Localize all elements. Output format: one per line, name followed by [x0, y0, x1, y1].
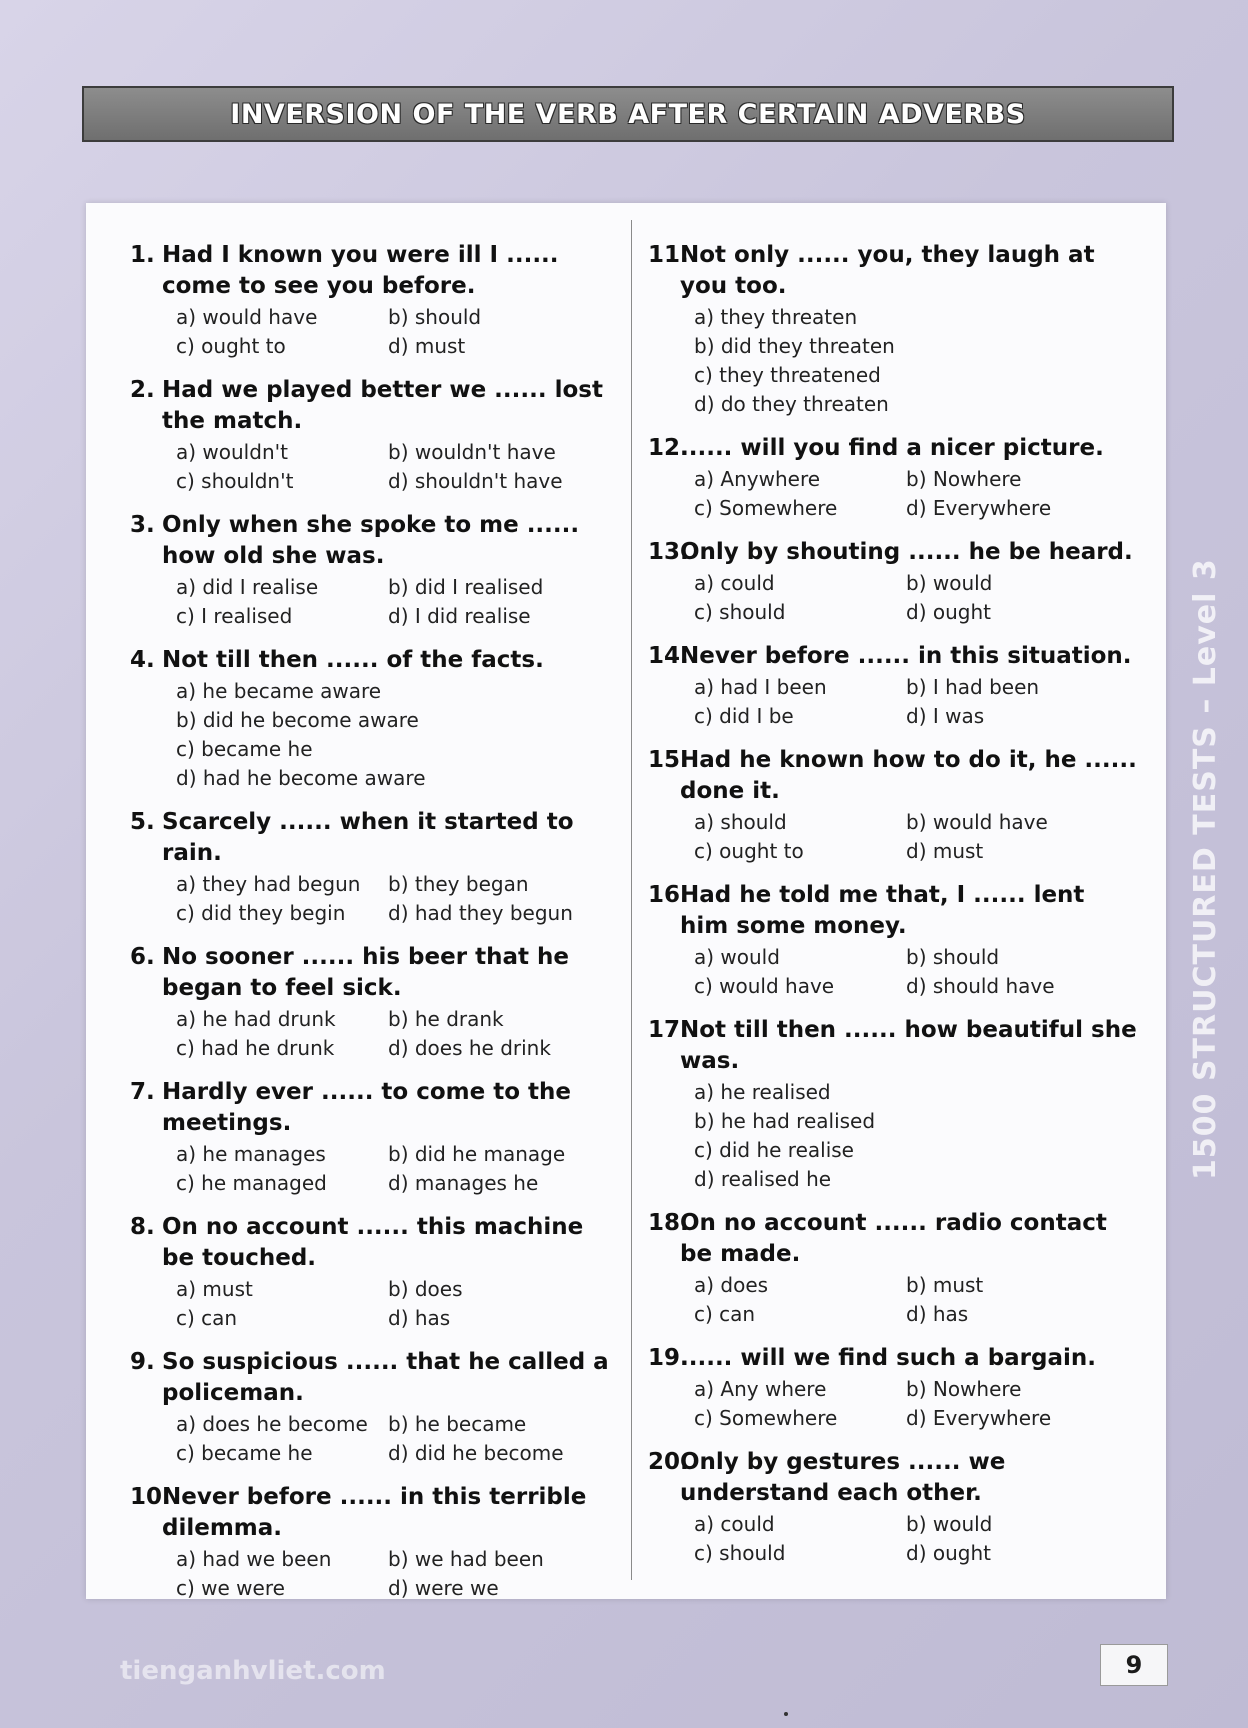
answer-options: [694, 1078, 1138, 1194]
answer-option: d) shouldn't have: [388, 469, 563, 493]
question-number: 20.: [648, 1449, 689, 1475]
question-item: [648, 433, 1138, 523]
question-text: [648, 880, 1138, 942]
question-item: [648, 641, 1138, 731]
question-text: [130, 807, 620, 869]
answer-option: d) has: [906, 1302, 969, 1326]
question-stem: Hardly ever ...... to come to the meetings.: [162, 1079, 572, 1136]
answer-option: d) should have: [906, 974, 1055, 998]
answer-option: d) did he become: [388, 1441, 564, 1465]
question-text: [130, 240, 620, 302]
question-text: [648, 1343, 1138, 1374]
answer-option: c) Somewhere: [694, 496, 838, 520]
answer-option: a) does: [694, 1273, 769, 1297]
question-stem: Never before ...... in this terrible dilemma.: [162, 1484, 587, 1541]
question-item: [130, 645, 620, 793]
answer-option: c) did he realise: [694, 1138, 854, 1162]
answer-options: [176, 438, 620, 496]
question-number: 11.: [648, 242, 689, 268]
question-text: [130, 1347, 620, 1409]
answer-option: a) did I realise: [176, 575, 319, 599]
answer-option: a) should: [694, 810, 787, 834]
answer-option: b) he drank: [388, 1007, 504, 1031]
question-stem: Not till then ...... of the facts.: [162, 647, 544, 673]
answer-options: [176, 1005, 620, 1063]
answer-options: [694, 808, 1138, 866]
answer-option: c) can: [694, 1302, 756, 1326]
answer-options: [694, 1271, 1138, 1329]
question-item: [130, 807, 620, 928]
question-number: 5.: [130, 809, 155, 835]
page-number: 9: [1100, 1644, 1168, 1686]
answer-option: b) did he become aware: [176, 708, 419, 732]
answer-option: c) can: [176, 1306, 238, 1330]
question-text: [648, 745, 1138, 807]
answer-option: d) must: [906, 839, 984, 863]
answer-option: b) would: [906, 1512, 993, 1536]
answer-options: [694, 569, 1138, 627]
answer-option: c) they threatened: [694, 363, 881, 387]
answer-option: c) shouldn't: [176, 469, 294, 493]
question-text: [130, 1212, 620, 1274]
question-stem: Scarcely ...... when it started to rain.: [162, 809, 574, 866]
question-item: [130, 1482, 620, 1603]
question-number: 17.: [648, 1017, 689, 1043]
answer-option: a) had I been: [694, 675, 827, 699]
answer-option: a) would have: [176, 305, 318, 329]
answer-option: d) were we: [388, 1576, 499, 1600]
stray-dot: [784, 1712, 788, 1716]
answer-option: d) Everywhere: [906, 496, 1052, 520]
answer-option: c) I realised: [176, 604, 293, 628]
answer-option: d) realised he: [694, 1167, 832, 1191]
answer-option: c) had he drunk: [176, 1036, 335, 1060]
question-item: [130, 1212, 620, 1333]
answer-option: d) does he drink: [388, 1036, 551, 1060]
question-item: [130, 375, 620, 496]
answer-option: b) I had been: [906, 675, 1040, 699]
question-text: [648, 641, 1138, 672]
answer-option: b) would have: [906, 810, 1048, 834]
question-item: [130, 240, 620, 361]
answer-option: c) should: [694, 600, 786, 624]
answer-options: [694, 1375, 1138, 1433]
question-text: [648, 1447, 1138, 1509]
question-text: [130, 375, 620, 437]
answer-option: b) should: [388, 305, 482, 329]
question-item: [648, 240, 1138, 419]
question-stem: Had he told me that, I ...... lent him some money.: [680, 882, 1085, 939]
page-title: INVERSION OF THE VERB AFTER CERTAIN ADVERBS: [230, 98, 1026, 130]
question-item: [130, 510, 620, 631]
question-item: [648, 537, 1138, 627]
question-number: 18.: [648, 1210, 689, 1236]
answer-option: b) we had been: [388, 1547, 544, 1571]
question-number: 13.: [648, 539, 689, 565]
question-stem: ...... will we find such a bargain.: [680, 1345, 1096, 1371]
answer-option: d) had they begun: [388, 901, 573, 925]
answer-option: c) he managed: [176, 1171, 327, 1195]
question-number: 9.: [130, 1349, 155, 1375]
answer-option: d) do they threaten: [694, 392, 889, 416]
answer-option: d) I was: [906, 704, 985, 728]
question-item: [648, 745, 1138, 866]
answer-option: c) we were: [176, 1576, 285, 1600]
answer-option: c) would have: [694, 974, 835, 998]
question-item: [130, 1347, 620, 1468]
answer-option: a) does he become: [176, 1412, 368, 1436]
answer-option: b) did they threaten: [694, 334, 895, 358]
question-stem: So suspicious ...... that he called a policeman.: [162, 1349, 609, 1406]
answer-option: d) ought: [906, 600, 991, 624]
answer-option: a) would: [694, 945, 780, 969]
answer-option: b) does: [388, 1277, 463, 1301]
question-number: 10.: [130, 1484, 171, 1510]
left-column: [130, 240, 620, 1617]
question-text: [130, 1077, 620, 1139]
question-number: 3.: [130, 512, 155, 538]
question-item: [130, 942, 620, 1063]
question-stem: Not only ...... you, they laugh at you too.: [680, 242, 1095, 299]
answer-option: b) should: [906, 945, 1000, 969]
question-text: [130, 510, 620, 572]
answer-options: [694, 1510, 1138, 1568]
answer-options: [176, 1140, 620, 1198]
answer-options: [694, 465, 1138, 523]
question-number: 8.: [130, 1214, 155, 1240]
answer-option: b) must: [906, 1273, 984, 1297]
question-stem: Only when she spoke to me ...... how old she was.: [162, 512, 580, 569]
answer-option: c) Somewhere: [694, 1406, 838, 1430]
question-text: [130, 1482, 620, 1544]
question-stem: Never before ...... in this situation.: [680, 643, 1132, 669]
question-number: 12.: [648, 435, 689, 461]
answer-option: b) would: [906, 571, 993, 595]
question-text: [648, 433, 1138, 464]
section-header: [82, 86, 1174, 142]
question-stem: Had I known you were ill I ...... come to see you before.: [162, 242, 559, 299]
question-text: [130, 942, 620, 1004]
question-number: 14.: [648, 643, 689, 669]
answer-option: d) ought: [906, 1541, 991, 1565]
answer-option: c) did they begin: [176, 901, 346, 925]
answer-options: [694, 943, 1138, 1001]
question-stem: Not till then ...... how beautiful she was.: [680, 1017, 1137, 1074]
question-number: 15.: [648, 747, 689, 773]
question-stem: Only by shouting ...... he be heard.: [680, 539, 1133, 565]
question-stem: No sooner ...... his beer that he began to feel sick.: [162, 944, 569, 1001]
answer-option: d) has: [388, 1306, 451, 1330]
right-column: [648, 240, 1138, 1582]
answer-option: a) must: [176, 1277, 253, 1301]
side-series-label: 1500 STRUCTURED TESTS – Level 3: [1188, 558, 1223, 1180]
answer-option: c) became he: [176, 1441, 313, 1465]
question-item: [648, 880, 1138, 1001]
question-item: [130, 1077, 620, 1198]
answer-option: c) did I be: [694, 704, 794, 728]
answer-option: c) should: [694, 1541, 786, 1565]
answer-option: b) did he manage: [388, 1142, 566, 1166]
answer-option: a) they threaten: [694, 305, 858, 329]
answer-options: [176, 870, 620, 928]
answer-options: [176, 573, 620, 631]
question-number: 6.: [130, 944, 155, 970]
answer-option: d) I did realise: [388, 604, 531, 628]
answer-option: b) he became: [388, 1412, 527, 1436]
watermark: tienganhvliet.com: [120, 1656, 386, 1686]
question-text: [648, 1015, 1138, 1077]
question-item: [648, 1208, 1138, 1329]
answer-option: a) could: [694, 1512, 775, 1536]
question-number: 2.: [130, 377, 155, 403]
answer-option: a) had we been: [176, 1547, 332, 1571]
answer-option: a) could: [694, 571, 775, 595]
answer-option: a) he manages: [176, 1142, 326, 1166]
answer-option: b) did I realised: [388, 575, 544, 599]
answer-option: d) must: [388, 334, 466, 358]
answer-option: c) became he: [176, 737, 313, 761]
answer-option: c) ought to: [176, 334, 286, 358]
answer-option: d) manages he: [388, 1171, 539, 1195]
answer-option: a) he became aware: [176, 679, 382, 703]
answer-option: c) ought to: [694, 839, 804, 863]
question-item: [648, 1447, 1138, 1568]
answer-option: d) Everywhere: [906, 1406, 1052, 1430]
question-text: [648, 240, 1138, 302]
column-divider: [631, 220, 632, 1580]
question-number: 19.: [648, 1345, 689, 1371]
answer-options: [694, 303, 1138, 419]
question-number: 16.: [648, 882, 689, 908]
answer-option: d) had he become aware: [176, 766, 426, 790]
answer-option: b) Nowhere: [906, 1377, 1022, 1401]
answer-options: [176, 1410, 620, 1468]
question-item: [648, 1343, 1138, 1433]
answer-option: a) Anywhere: [694, 467, 821, 491]
answer-options: [176, 1545, 620, 1603]
question-number: 1.: [130, 242, 155, 268]
answer-option: b) Nowhere: [906, 467, 1022, 491]
answer-options: [176, 677, 620, 793]
question-stem: On no account ...... this machine be touched.: [162, 1214, 584, 1271]
question-number: 7.: [130, 1079, 155, 1105]
question-stem: Only by gestures ...... we understand each other.: [680, 1449, 1006, 1506]
answer-option: a) wouldn't: [176, 440, 288, 464]
answer-option: a) he realised: [694, 1080, 831, 1104]
answer-option: a) he had drunk: [176, 1007, 336, 1031]
question-text: [648, 537, 1138, 568]
question-stem: ...... will you find a nicer picture.: [680, 435, 1104, 461]
answer-options: [694, 673, 1138, 731]
question-stem: On no account ...... radio contact be made.: [680, 1210, 1107, 1267]
answer-option: a) they had begun: [176, 872, 361, 896]
answer-option: b) wouldn't have: [388, 440, 556, 464]
answer-option: b) he had realised: [694, 1109, 876, 1133]
answer-options: [176, 303, 620, 361]
question-number: 4.: [130, 647, 155, 673]
question-stem: Had he known how to do it, he ...... done it.: [680, 747, 1137, 804]
answer-option: b) they began: [388, 872, 529, 896]
answer-options: [176, 1275, 620, 1333]
question-stem: Had we played better we ...... lost the match.: [162, 377, 603, 434]
answer-option: a) Any where: [694, 1377, 827, 1401]
question-item: [648, 1015, 1138, 1194]
question-text: [130, 645, 620, 676]
question-text: [648, 1208, 1138, 1270]
